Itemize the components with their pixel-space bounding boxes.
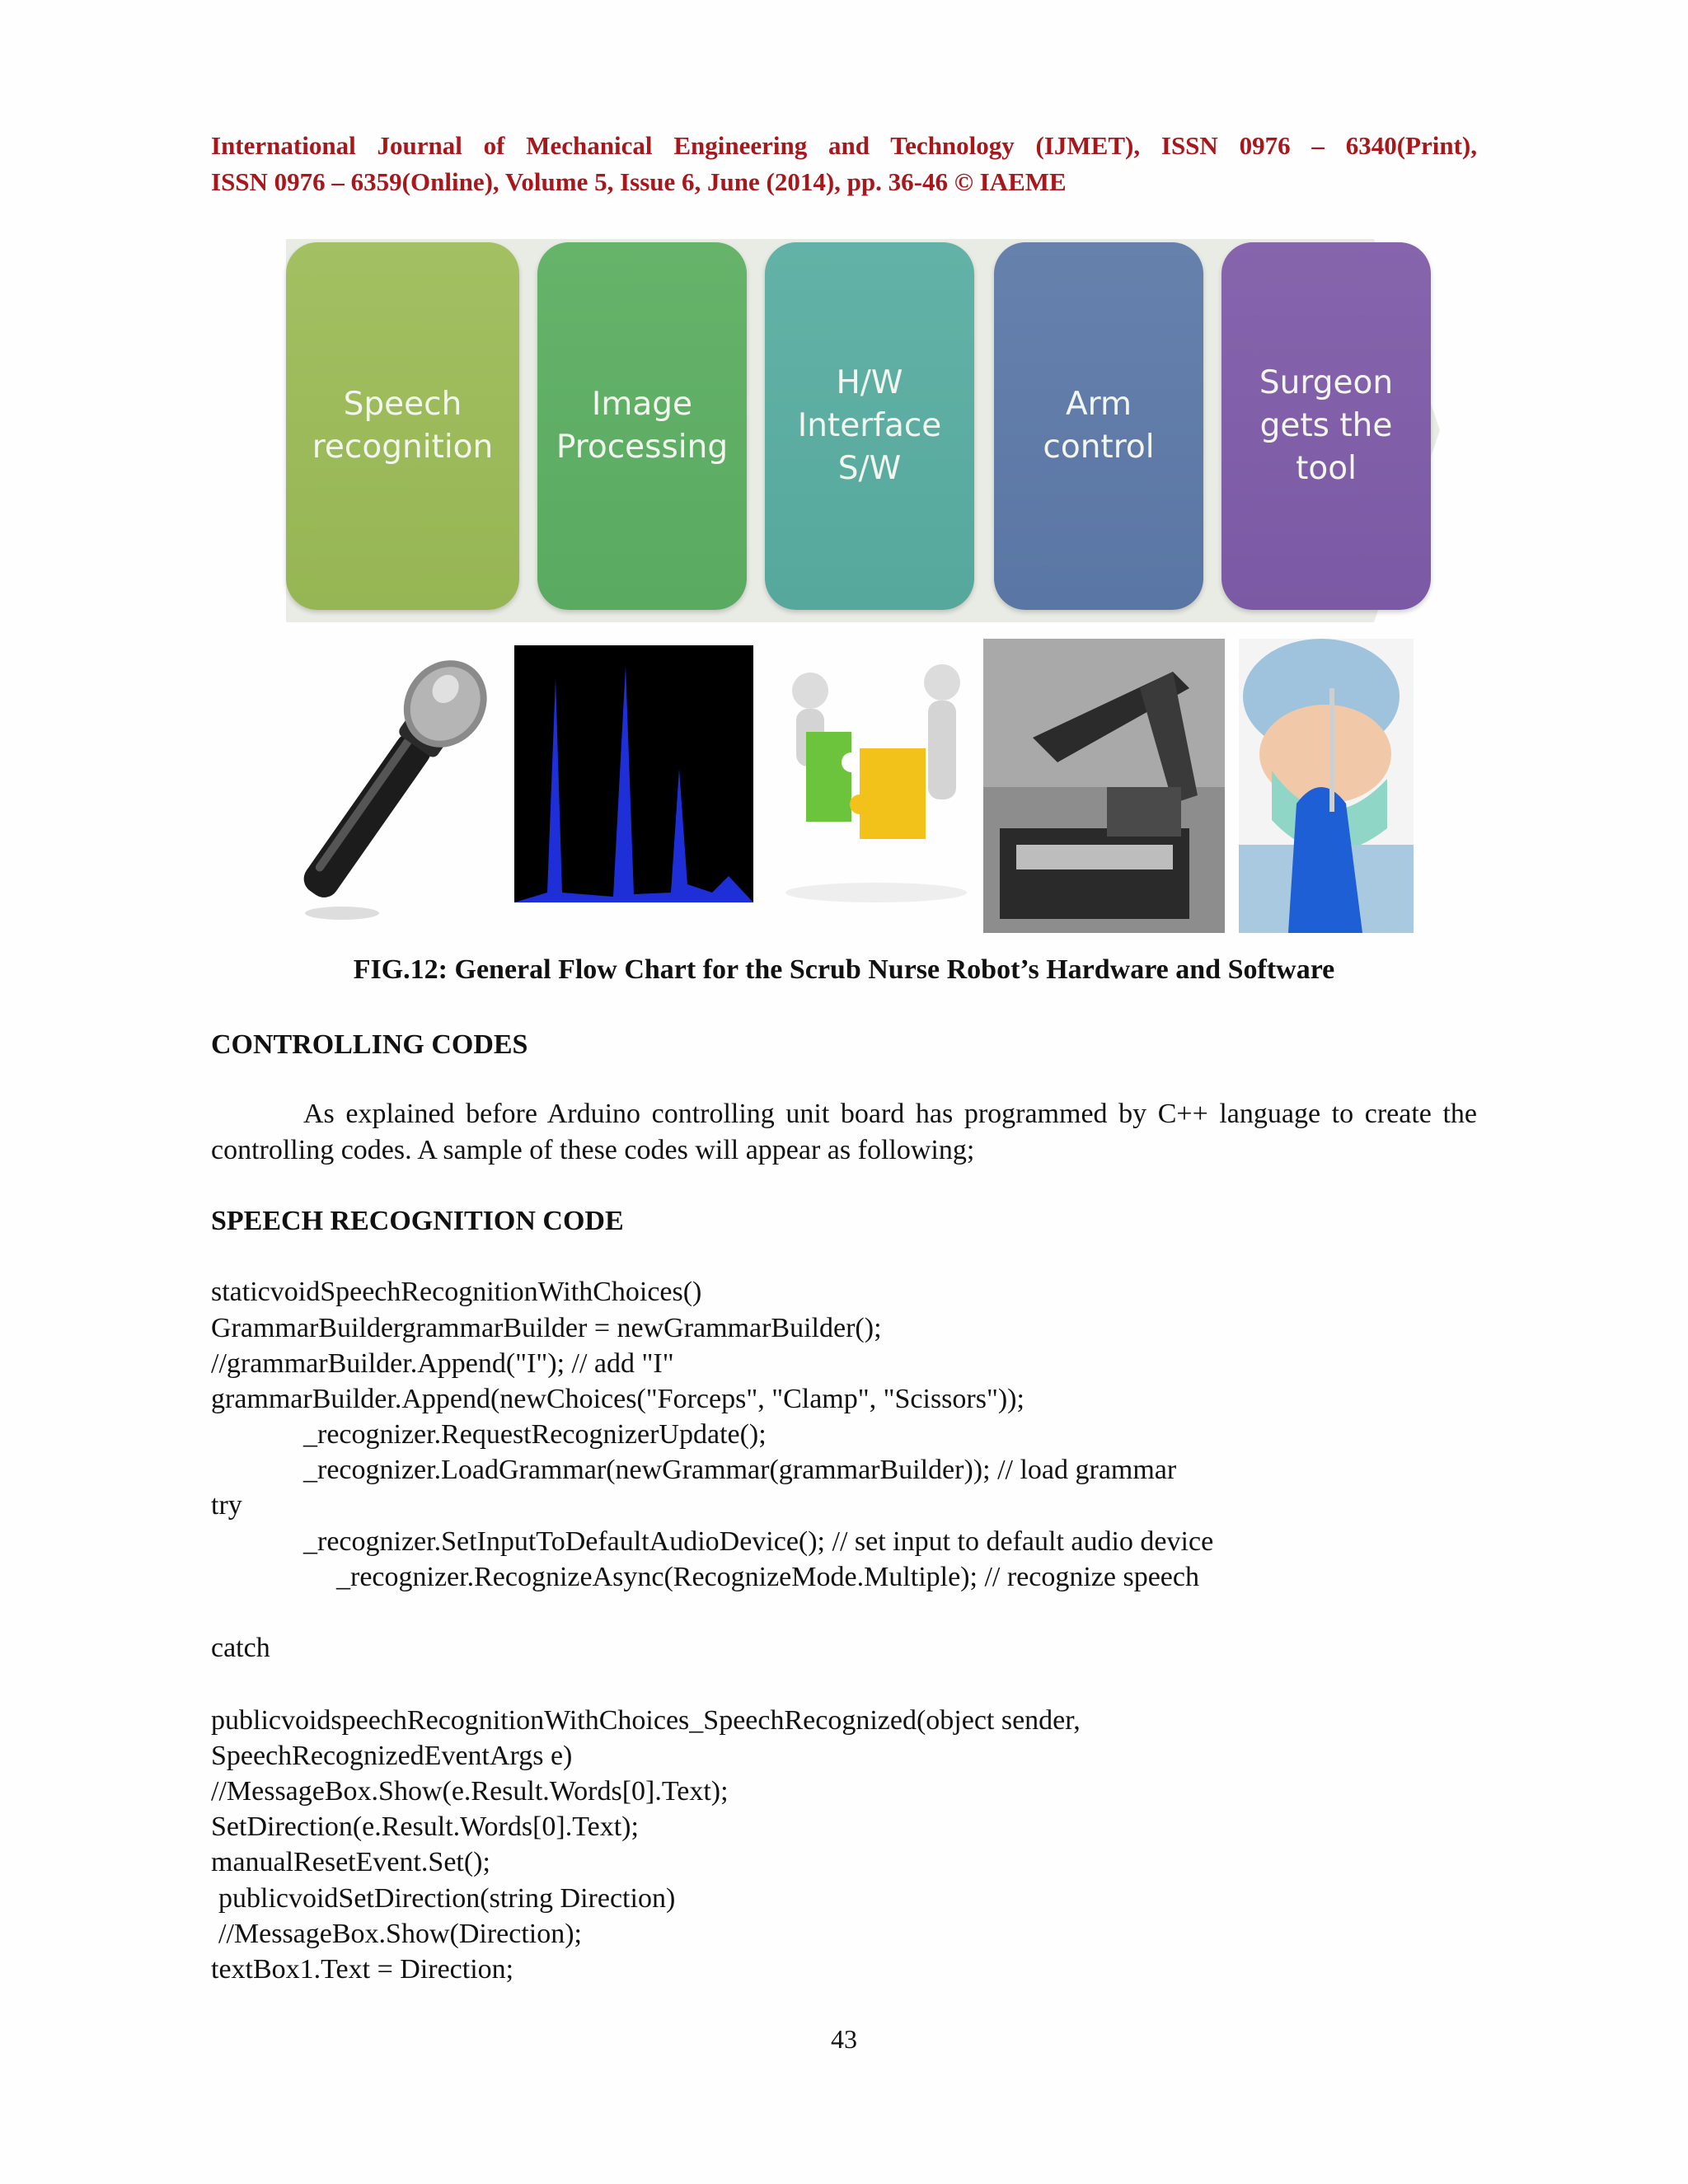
code-line: catch [211,1633,270,1663]
flow-step-image-processing: Image Processing [537,242,747,610]
flow-step-surgeon-gets-tool: Surgeon gets the tool [1221,242,1431,610]
code-line: _recognizer.RequestRecognizerUpdate(); [303,1419,767,1450]
code-line: grammarBuilder.Append(newChoices("Forceps", "Clamp", "Scissors")); [211,1384,1025,1414]
page-number: 43 [831,2024,857,2054]
code-line: try [211,1490,242,1521]
section-title-controlling-codes: CONTROLLING CODES [211,1029,528,1060]
code-line: publicvoidSetDirection(string Direction) [218,1883,676,1914]
code-line: SetDirection(e.Result.Words[0].Text); [211,1811,639,1842]
code-line: //MessageBox.Show(Direction); [218,1919,582,1949]
paragraph-controlling-codes: As explained before Arduino controlling unit board has programmed by C++ language to create the controlling codes. A sample of these codes will appear as following; [211,1099,1477,1165]
flow-step-speech-recognition: Speech recognition [286,242,519,610]
code-line: _recognizer.LoadGrammar(newGrammar(grammarBuilder)); // load grammar [303,1455,1177,1485]
code-line: manualResetEvent.Set(); [211,1847,490,1877]
flow-step-hw-interface-sw: H/W Interface S/W [765,242,974,610]
journal-header-line2: ISSN 0976 – 6359(Online), Volume 5, Issue 6, June (2014), pp. 36-46 © IAEME [211,167,1067,196]
section-title-speech-recognition-code: SPEECH RECOGNITION CODE [211,1206,624,1236]
flow-chart [286,239,1440,622]
code-line: textBox1.Text = Direction; [211,1954,514,1985]
code-line: staticvoidSpeechRecognitionWithChoices() [211,1277,702,1307]
journal-header [211,128,1477,200]
code-line: SpeechRecognizedEventArgs e) [211,1741,573,1771]
code-line: _recognizer.RecognizeAsync(RecognizeMode.Multiple); // recognize speech [336,1562,1199,1592]
surgeon-photo [1239,639,1414,933]
spectrum-plot-image [514,645,753,902]
code-line: publicvoidspeechRecognitionWithChoices_SpeechRecognized(object sender, [211,1705,1081,1736]
figure-caption: FIG.12: General Flow Chart for the Scrub Nurse Robot’s Hardware and Software [353,954,1335,985]
code-line: //MessageBox.Show(e.Result.Words[0].Text); [211,1776,729,1807]
code-line: //grammarBuilder.Append("I"); // add "I" [211,1348,674,1379]
code-line: _recognizer.SetInputToDefaultAudioDevice(); // set input to default audio device [303,1526,1214,1557]
puzzle-figures-image [773,658,979,905]
journal-header-line1: International Journal of Mechanical Engineering and Technology (IJMET), ISSN 0976 – 6340(Print), [211,131,1477,160]
flow-step-arm-control: Arm control [994,242,1203,610]
code-line: GrammarBuildergrammarBuilder = newGrammarBuilder(); [211,1313,882,1343]
robot-arm-photo [983,639,1225,933]
microphone-icon [297,651,495,923]
